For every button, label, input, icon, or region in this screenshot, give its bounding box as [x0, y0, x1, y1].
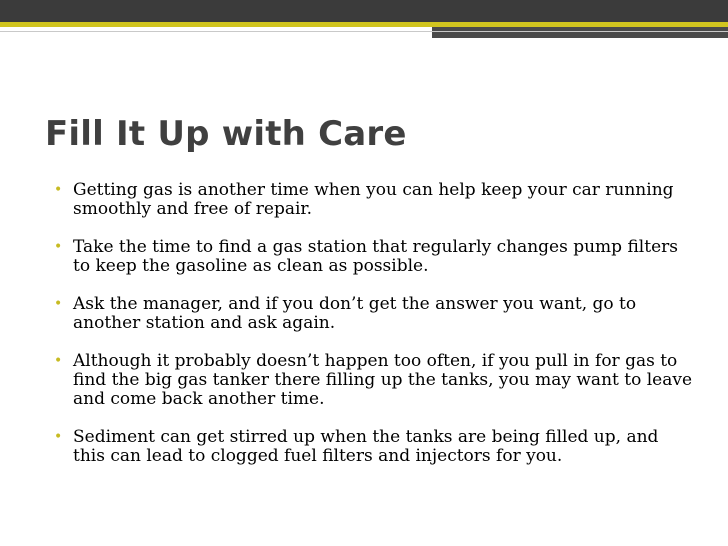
- slide-title: Fill It Up with Care: [45, 114, 407, 154]
- bullet-icon: •: [54, 182, 63, 198]
- bullet-item: [52, 295, 692, 333]
- bullet-icon: •: [54, 296, 63, 312]
- bullet-text: Sediment can get stirred up when the tanks are being filled up, and this can lead to clogged fuel filters and injectors for you.: [73, 427, 659, 466]
- bullet-icon: •: [54, 353, 63, 369]
- bullet-icon: •: [54, 429, 63, 445]
- header-bar: [0, 0, 728, 22]
- bullet-text: Although it probably doesn’t happen too often, if you pull in for gas to find the big gas tanker there filling up the tanks, you may want to leave and come back another time.: [73, 351, 693, 409]
- bullet-list: [52, 181, 692, 485]
- bullet-item: [52, 352, 692, 409]
- header-tab-decoration: [432, 27, 728, 38]
- bullet-text: Take the time to find a gas station that regularly changes pump filters to keep the gasoline as clean as possible.: [73, 237, 678, 276]
- bullet-item: [52, 428, 692, 466]
- bullet-text: Ask the manager, and if you don’t get the answer you want, go to another station and ask again.: [73, 294, 637, 333]
- bullet-item: [52, 238, 692, 276]
- bullet-text: Getting gas is another time when you can help keep your car running smoothly and free of repair.: [73, 180, 674, 219]
- bullet-icon: •: [54, 239, 63, 255]
- bullet-item: [52, 181, 692, 219]
- header-divider-line: [0, 31, 728, 32]
